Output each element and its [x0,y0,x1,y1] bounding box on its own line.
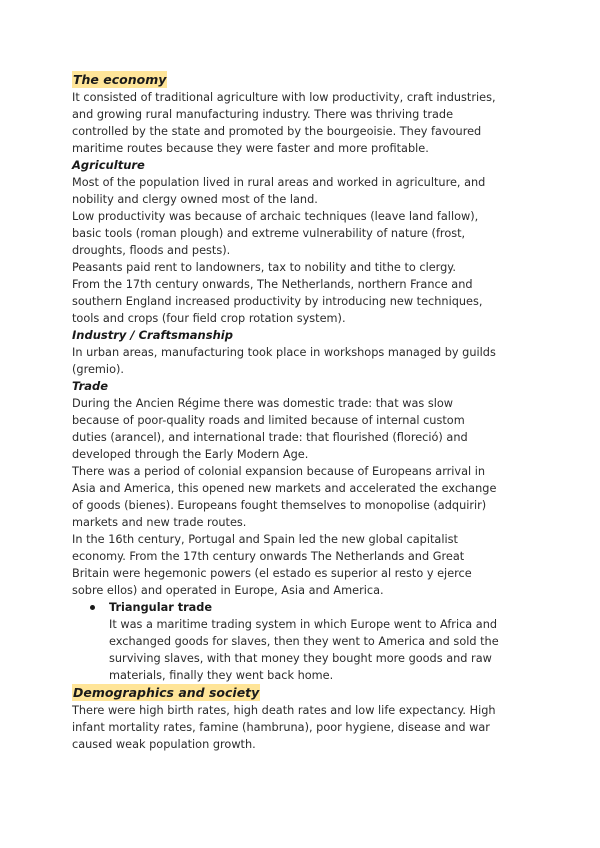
triangular-trade-bullet [72,599,530,684]
industry-body [72,344,530,378]
demographics-body [72,702,530,753]
trade-heading: Trade [72,379,109,393]
text-line: economy. From the 17th century onwards The Netherlands and Great [72,550,465,563]
bullet-title: Triangular trade [109,601,213,614]
text-line: In urban areas, manufacturing took place in workshops managed by guilds [72,346,496,359]
demographics-heading-line [72,684,530,702]
trade-body [72,395,530,599]
text-line: controlled by the state and promoted by the bourgeoisie. They favoured [72,125,482,138]
text-line: basic tools (roman plough) and extreme vulnerability of nature (frost, [72,227,466,240]
text-line: (gremio). [72,363,124,376]
economy-intro [72,89,530,157]
text-line: It was a maritime trading system in which Europe went to Africa and [109,618,498,631]
text-line: markets and new trade routes. [72,516,247,529]
industry-heading: Industry / Craftsmanship [72,328,233,342]
text-line: There was a period of colonial expansion because of Europeans arrival in [72,465,486,478]
text-line: sobre ellos) and operated in Europe, Asia and America. [72,584,384,597]
text-line: Britain were hegemonic powers (el estado es superior al resto y ejerce [72,567,472,580]
text-line: It consisted of traditional agriculture with low productivity, craft industries, [72,91,496,104]
text-line: because of poor-quality roads and limited because of internal custom [72,414,465,427]
text-line: and growing rural manufacturing industry. There was thriving trade [72,108,454,121]
text-line: Low productivity was because of archaic techniques (leave land fallow), [72,210,479,223]
text-line: of goods (bienes). Europeans fought themselves to monopolise (adquirir) [72,499,487,512]
text-line: materials, finally they went back home. [109,669,334,682]
text-line: Asia and America, this opened new markets and accelerated the exchange [72,482,497,495]
text-line: Most of the population lived in rural areas and worked in agriculture, and [72,176,486,189]
bullet-dot-icon [90,605,95,610]
text-line: In the 16th century, Portugal and Spain led the new global capitalist [72,533,458,546]
text-line: From the 17th century onwards, The Netherlands, northern France and [72,278,473,291]
text-line: surviving slaves, with that money they bought more goods and raw [109,652,492,665]
text-line: There were high birth rates, high death rates and low life expectancy. High [72,704,496,717]
text-line: Peasants paid rent to landowners, tax to nobility and tithe to clergy. [72,261,456,274]
economy-heading: The economy [73,72,167,87]
text-line: developed through the Early Modern Age. [72,448,309,461]
text-line: droughts, floods and pests). [72,244,231,257]
text-line: southern England increased productivity by introducing new techniques, [72,295,483,308]
text-line: duties (arancel), and international trade: that flourished (floreció) and [72,431,468,444]
text-line: tools and crops (four field crop rotation system). [72,312,346,325]
agriculture-body [72,174,530,327]
text-line: infant mortality rates, famine (hambruna), poor hygiene, disease and war [72,721,490,734]
text-line: During the Ancien Régime there was domestic trade: that was slow [72,397,454,410]
text-line: nobility and clergy owned most of the land. [72,193,318,206]
text-line: caused weak population growth. [72,738,256,751]
document-page [72,71,530,753]
economy-heading-line [72,71,530,89]
demographics-heading: Demographics and society [73,685,260,700]
agriculture-heading: Agriculture [72,158,145,172]
text-line: exchanged goods for slaves, then they went to America and sold the [109,635,499,648]
text-line: maritime routes because they were faster and more profitable. [72,142,429,155]
